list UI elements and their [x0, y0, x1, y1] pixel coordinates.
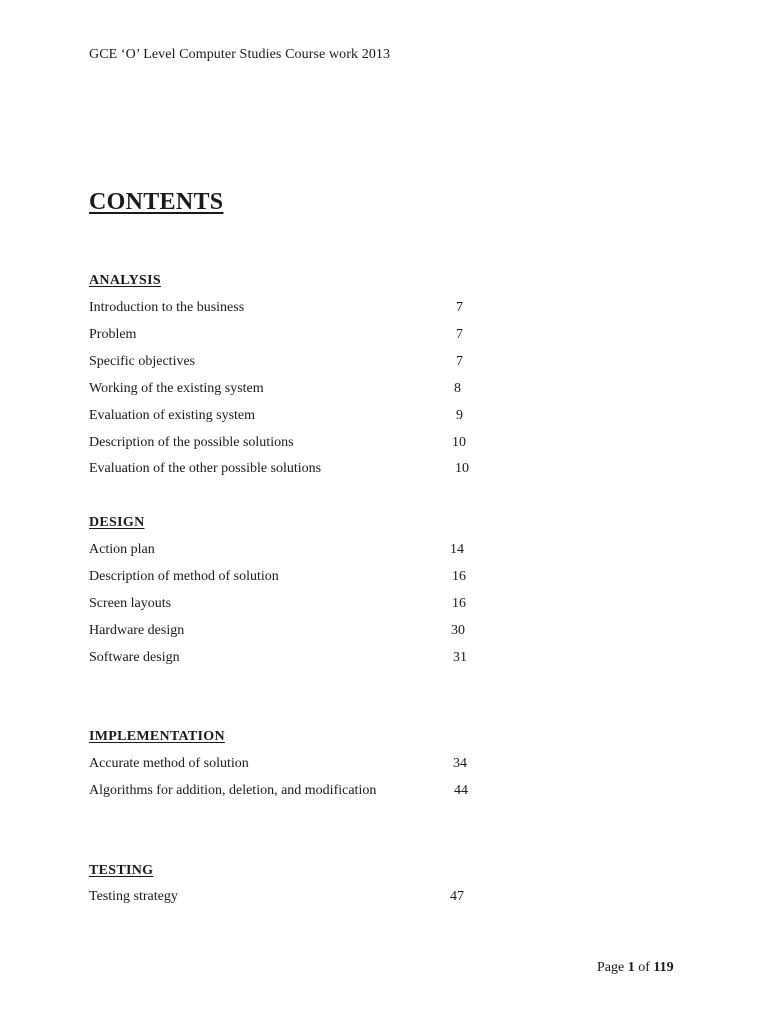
footer-separator: of — [638, 960, 650, 975]
toc-entry-label: Introduction to the business — [89, 300, 245, 315]
toc-entry-label: Software design — [89, 650, 180, 665]
page-header: GCE ‘O’ Level Computer Studies Course work 2013 — [89, 47, 391, 62]
footer-total-pages: 119 — [653, 960, 674, 975]
toc-entry-label: Description of method of solution — [89, 569, 279, 584]
toc-entry-label: Algorithms for addition, deletion, and modification — [89, 783, 377, 798]
toc-entry-page: 10 — [455, 461, 469, 476]
toc-entry-page: 7 — [456, 300, 463, 315]
toc-entry-label: Description of the possible solutions — [89, 435, 294, 450]
page-footer — [597, 960, 674, 976]
toc-entry-page: 8 — [454, 381, 461, 396]
toc-entry-page: 34 — [453, 756, 467, 771]
toc-entry-page: 30 — [451, 623, 465, 638]
toc-entry-page: 16 — [452, 596, 466, 611]
toc-entry-page: 7 — [456, 354, 463, 369]
contents-title: CONTENTS — [89, 189, 224, 215]
toc-entry-label: Accurate method of solution — [89, 756, 249, 771]
toc-entry-page: 44 — [454, 783, 468, 798]
footer-current-page: 1 — [627, 960, 635, 975]
toc-entry-label: Action plan — [89, 542, 155, 557]
toc-entry-page: 14 — [450, 542, 464, 557]
toc-entry-label: Problem — [89, 327, 137, 342]
toc-entry-page: 10 — [452, 435, 466, 450]
toc-entry-page: 31 — [453, 650, 467, 665]
toc-entry-page: 7 — [456, 327, 463, 342]
toc-entry-page: 47 — [450, 889, 464, 904]
toc-entry-label: Evaluation of existing system — [89, 408, 256, 423]
toc-entry-label: Working of the existing system — [89, 381, 264, 396]
toc-entry-page: 16 — [452, 569, 466, 584]
section-heading-design: DESIGN — [89, 515, 145, 530]
toc-entry-label: Testing strategy — [89, 889, 178, 904]
section-heading-analysis: ANALYSIS — [89, 273, 161, 288]
toc-entry-label: Evaluation of the other possible solutions — [89, 461, 322, 476]
footer-page-prefix: Page — [597, 960, 625, 975]
toc-entry-label: Hardware design — [89, 623, 185, 638]
toc-entry-label: Specific objectives — [89, 354, 196, 369]
section-heading-implementation: IMPLEMENTATION — [89, 729, 225, 744]
toc-entry-label: Screen layouts — [89, 596, 172, 611]
toc-entry-page: 9 — [456, 408, 463, 423]
section-heading-testing: TESTING — [89, 863, 154, 878]
